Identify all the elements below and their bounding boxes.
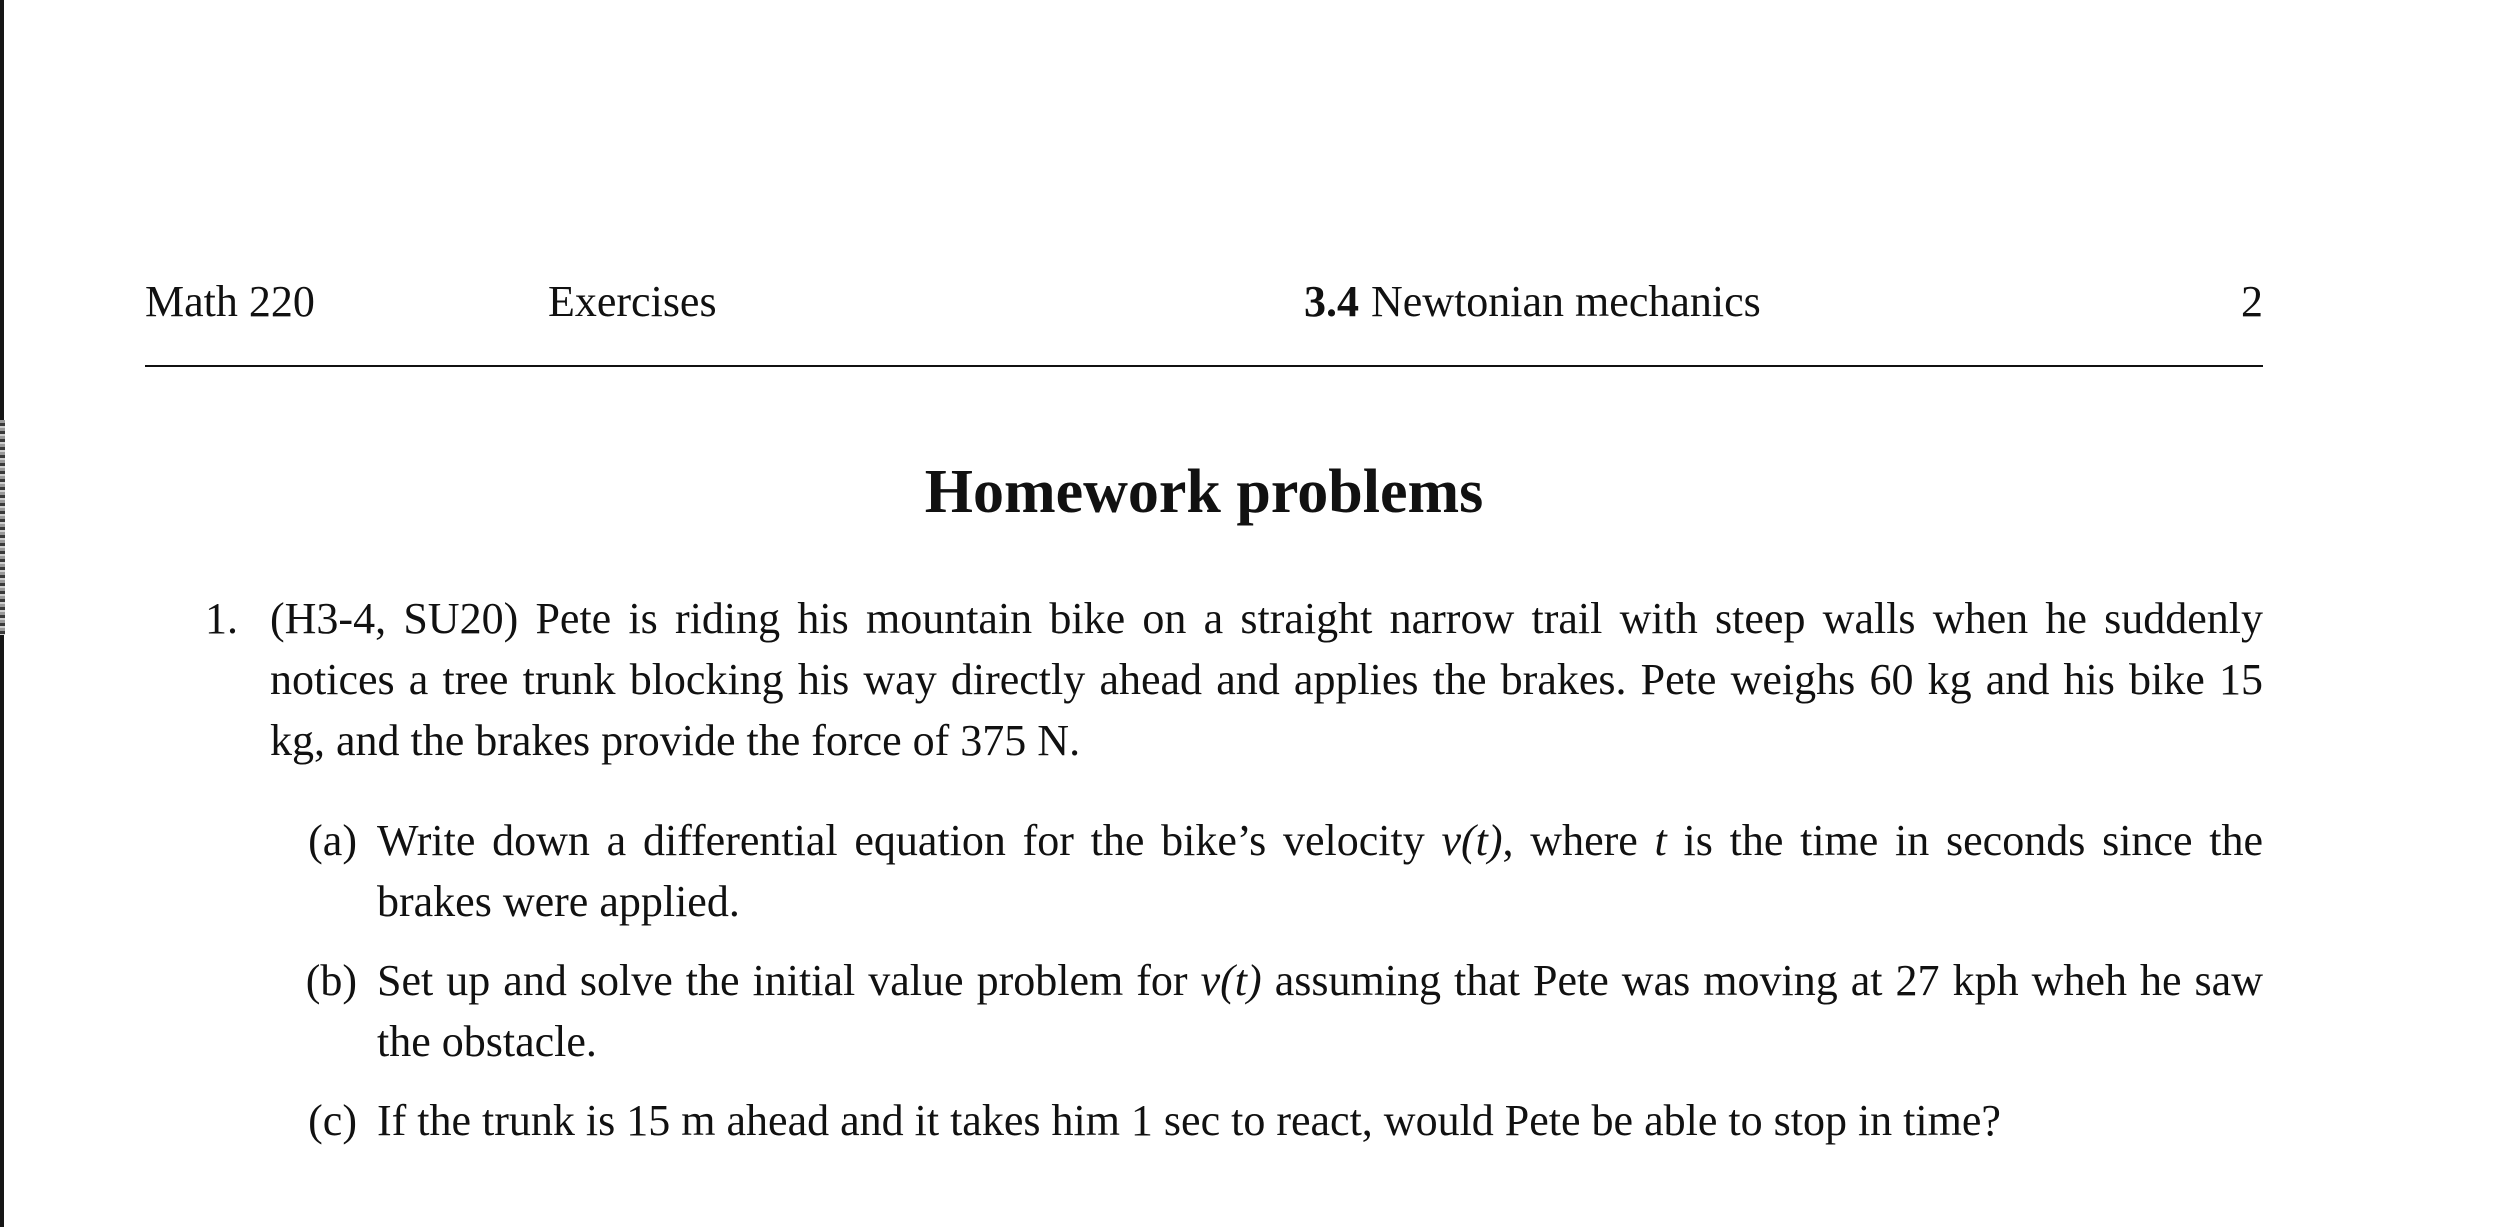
problem-1 bbox=[145, 588, 2263, 1169]
part-text-segment: is the time in seconds since the brakes were applied. bbox=[377, 816, 2263, 926]
part-text-segment: If the trunk is 15 m ahead and it takes him 1 sec to react, would Pete be able to stop in time? bbox=[377, 1096, 2001, 1145]
part-text bbox=[377, 810, 2263, 932]
part-text-segment: assuming that Pete was moving at 27 kph wheh he saw the obstacle. bbox=[377, 956, 2263, 1066]
part-label: (a) bbox=[308, 816, 357, 865]
part-a bbox=[145, 810, 2263, 932]
part-text-segment: , where bbox=[1502, 816, 1655, 865]
problem-parts bbox=[145, 810, 2263, 1151]
header-page-number: 2 bbox=[2241, 277, 2263, 326]
part-text bbox=[377, 1090, 2263, 1151]
problem-statement: (H3-4, SU20) Pete is riding his mountain bike on a straight narrow trail with steep walls when he suddenly notices a tree trunk blocking his way directly ahead and applies the brakes. Pete weighs 60 kg and his bike 15 kg, and the brakes provide the force of 375 N. bbox=[270, 594, 2263, 765]
header-section-title: Newtonian mechanics bbox=[1371, 277, 1761, 326]
part-text bbox=[377, 950, 2263, 1072]
part-label: (c) bbox=[308, 1096, 357, 1145]
part-label: (b) bbox=[305, 956, 357, 1005]
part-text-segment: Set up and solve the initial value problem for bbox=[377, 956, 1201, 1005]
math-expression: v(t) bbox=[1200, 956, 1262, 1005]
running-header bbox=[145, 270, 2263, 336]
header-course: Math 220 bbox=[145, 277, 315, 326]
math-expression: v(t) bbox=[1441, 816, 1503, 865]
page-title: Homework problems bbox=[924, 458, 1484, 526]
math-expression: t bbox=[1654, 816, 1667, 865]
header-rule bbox=[145, 365, 2263, 367]
header-section-number: 3.4 bbox=[1304, 277, 1359, 326]
part-text-segment: Write down a differential equation for the bike’s velocity bbox=[377, 816, 1442, 865]
problem-number: 1. bbox=[205, 594, 238, 643]
part-b bbox=[145, 950, 2263, 1072]
left-edge-texture bbox=[0, 420, 5, 635]
part-c bbox=[145, 1090, 2263, 1151]
header-section-type: Exercises bbox=[548, 277, 717, 326]
header-section bbox=[1304, 276, 1761, 327]
